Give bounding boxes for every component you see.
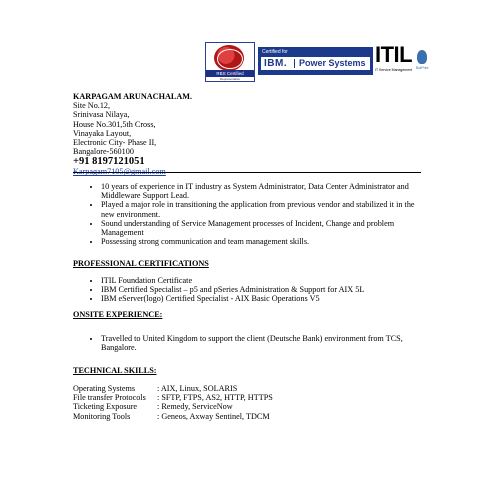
itil-logo: [375, 42, 435, 80]
skill-value: : Geneos, Axway Sentinel, TDCM: [157, 411, 270, 421]
itil-emblem-label: BotPrint: [416, 66, 429, 70]
candidate-name: KARPAGAM ARUNACHALAM.: [73, 92, 193, 101]
skill-value: : SFTP, FTPS, AS2, HTTP, HTTPS: [157, 393, 273, 403]
certifications-section: [73, 276, 423, 304]
skills-heading: TECHNICAL SKILLS:: [73, 366, 157, 375]
email-link[interactable]: Karpagam7105@gmail.com: [73, 167, 166, 177]
onsite-section: [73, 334, 423, 352]
certification-item: • ITIL Foundation Certificate: [101, 276, 423, 285]
skill-key: Operating Systems: [73, 384, 136, 393]
ibm-power-systems-logo: [258, 47, 373, 75]
globe-icon: [214, 45, 244, 71]
skill-key: Monitoring Tools: [73, 411, 131, 421]
address-line: Site No.12,: [73, 101, 111, 111]
summary-item: • Played a major role in transitioning the application from previous vendor and stabilized it in the new environment.: [101, 200, 423, 218]
onsite-heading: ONSITE EXPERIENCE:: [73, 310, 163, 319]
ibm-certified-text: Certified for: [262, 49, 288, 55]
power-systems-text: Power Systems: [299, 58, 366, 68]
certification-item: • IBM Certified Specialist – p5 and pSeries Administration & Support for AIX 5L: [101, 285, 423, 294]
skill-value: : Remedy, ServiceNow: [157, 402, 233, 412]
skills-table: [73, 384, 273, 421]
address-line: Vinayaka Layout,: [73, 128, 132, 138]
summary-item: • 10 years of experience in IT industry as System Administrator, Data Center Administrator and Middleware Support Lead.: [101, 182, 423, 200]
address-line: Srinivasa Nilaya,: [73, 110, 130, 120]
address-line: House No.301,5th Cross,: [73, 119, 156, 129]
certification-item: • IBM eServer(logo) Certified Specialist - AIX Basic Operations V5: [101, 294, 423, 303]
address-line: Bangalore-560100: [73, 147, 134, 157]
summary-item: • Possessing strong communication and team management skills.: [101, 237, 423, 246]
contact-block: [73, 92, 192, 177]
skill-key: Ticketing Exposure: [73, 402, 138, 412]
skill-row: [73, 402, 273, 411]
rbs-certified-logo: [205, 42, 255, 82]
onsite-item: • Travelled to United Kingdom to support the client (Deutsche Bank) environment from TCS, Bangalore.: [101, 334, 423, 352]
rbs-logo-label: RBS Certified: [206, 70, 254, 77]
skill-row: [73, 393, 273, 402]
itil-wordmark: ITIL: [375, 42, 413, 67]
rbs-logo-sub: Representative: [219, 77, 241, 81]
skill-value: : AIX, Linux, SOLARIS: [157, 384, 238, 393]
certifications-heading: PROFESSIONAL CERTIFICATIONS: [73, 259, 209, 268]
ibm-wordmark: IBM.: [264, 58, 288, 69]
itil-tagline: IT Service Management: [375, 68, 413, 72]
divider: [73, 172, 421, 173]
skill-key: File transfer Protocols: [73, 393, 146, 403]
summary-item: • Sound understanding of Service Management processes of Incident, Change and problem Management: [101, 219, 423, 237]
summary-section: [73, 182, 423, 246]
emblem-icon: [417, 50, 427, 64]
address-line: Electronic City- Phase II,: [73, 138, 157, 148]
skill-row: [73, 384, 273, 393]
phone-number: +91 8197121051: [73, 156, 145, 168]
skill-row: [73, 412, 273, 421]
